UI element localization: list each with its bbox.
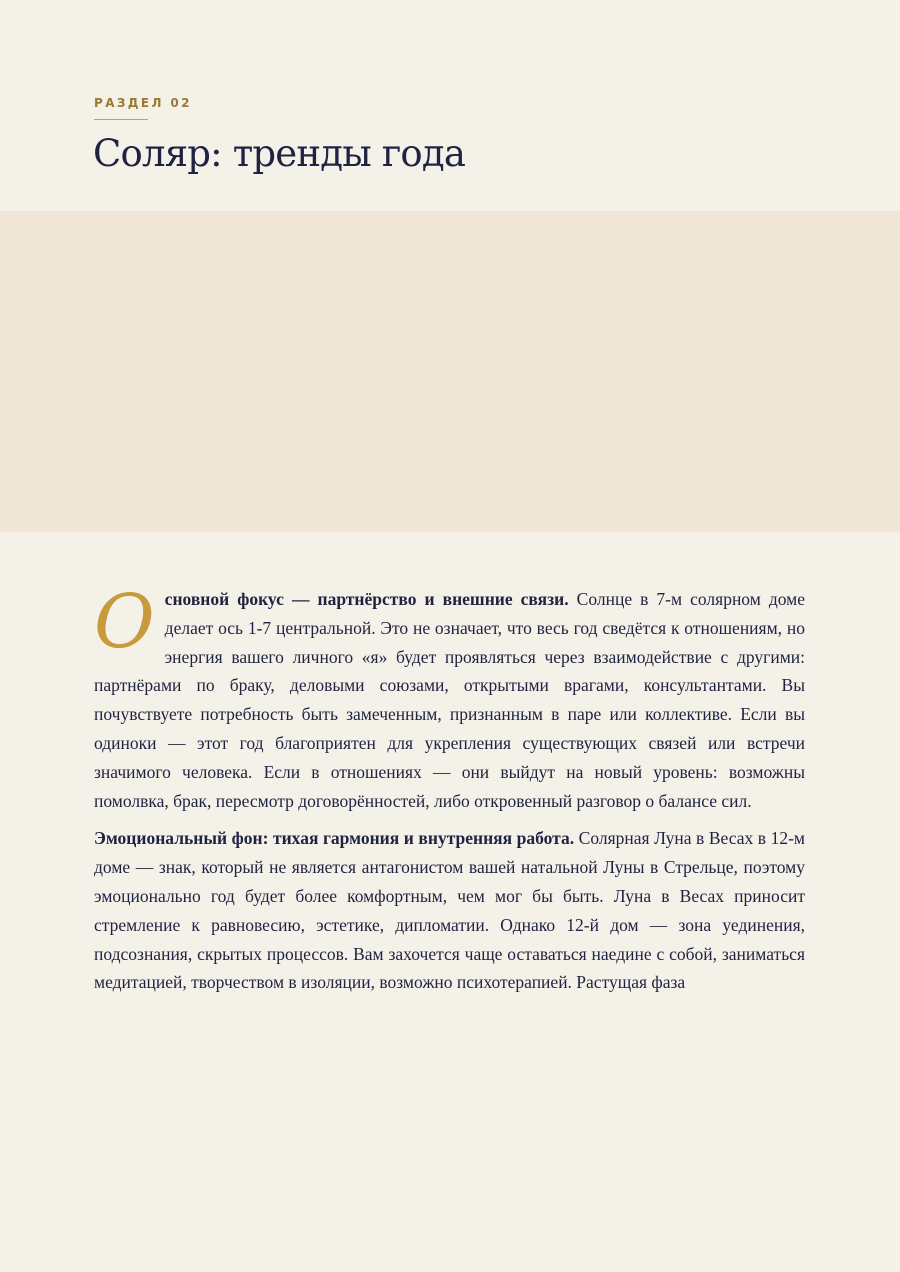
paragraph-text: Солнце в 7-м солярном доме делает ось 1-7 центральной. Это не означает, что весь год сведётся к отношениям, но энергия вашего личного «я» будет проявляться через взаимодействие с другими: партнёрами по браку, деловыми союзами, открытыми врагами, консультантами. Вы почувствуете потребность быть замеченным, признанным в паре или коллективе. Если вы одиноки — этот год благоприятен для укрепления существующих связей или встречи значимого человека. Если в отношениях — они выйдут на новый уровень: возможны помолвка, брак, пересмотр договорённостей, либо откровенный разговор о балансе сил. — [94, 589, 805, 811]
section-label: РАЗДЕЛ 02 — [94, 96, 192, 110]
article-body — [94, 579, 805, 1006]
paragraph-lead: Эмоциональный фон: тихая гармония и внутренняя работа. — [94, 828, 575, 849]
paragraph-lead: сновной фокус — партнёрство и внешние связи. — [164, 589, 569, 609]
section-divider — [94, 119, 148, 120]
paragraph-text: Солярная Луна в Весах в 12-м доме — знак, который не является антагонистом вашей натальной Луны в Стрельце, поэтому эмоционально год будет более комфортным, чем мог бы быть. Луна в Весах приносит стремление к равновесию, эстетике, дипломатии. Однако 12-й дом — зона уединения, подсознания, скрытых процессов. Вам захочется чаще оставаться наедине с собой, заниматься медитацией, творчеством в изоляции, возможно психотерапией. Растущая фаза — [94, 828, 805, 993]
page-title: Соляр: тренды года — [93, 132, 466, 175]
paragraph-emotional — [94, 824, 805, 997]
image-placeholder — [0, 211, 900, 532]
paragraph-partnership — [94, 579, 805, 815]
drop-cap: О — [94, 579, 155, 665]
